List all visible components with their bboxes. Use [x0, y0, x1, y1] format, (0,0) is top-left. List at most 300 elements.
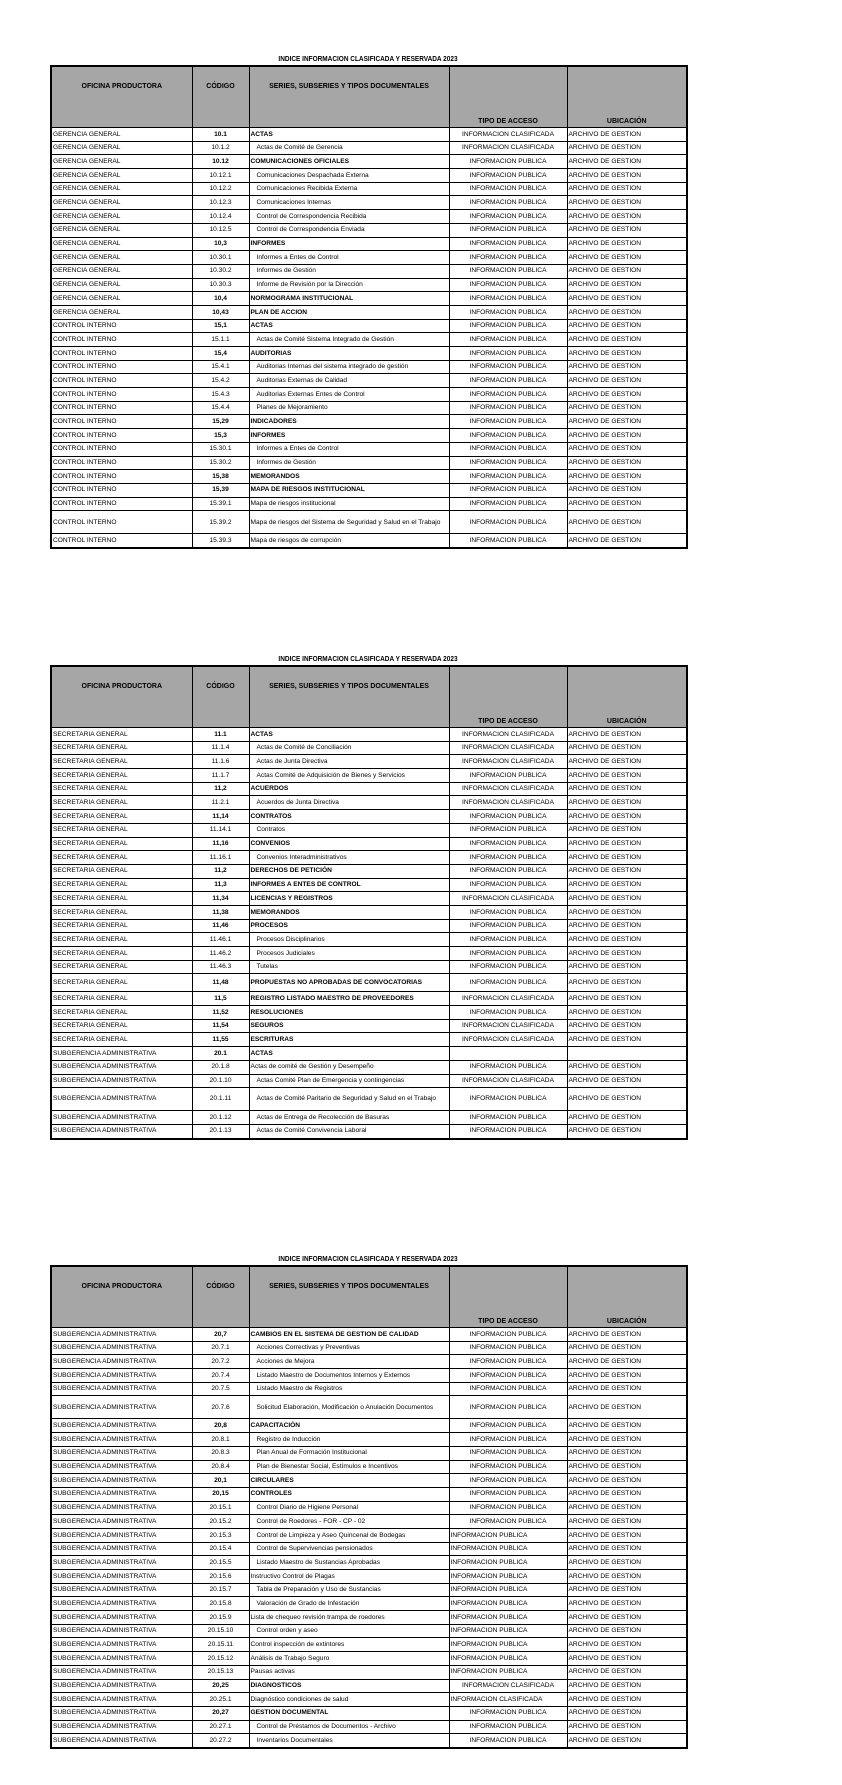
office-cell: GERENCIA GENERAL: [51, 264, 192, 278]
access-cell: INFORMACION PUBLICA: [449, 251, 567, 265]
header-office: OFICINA PRODUCTORA: [51, 66, 192, 128]
table-row: [51, 1734, 687, 1748]
header-code: CÓDIGO: [192, 666, 249, 728]
code-cell: 11.1.4: [192, 741, 249, 755]
table-row: [51, 1328, 687, 1342]
code-cell: 10.12.1: [192, 169, 249, 183]
series-cell: Plan Anual de Formación Institucional: [249, 1446, 449, 1460]
office-cell: SUBGERENCIA ADMINISTRATIVA: [51, 1060, 192, 1074]
table-row: [51, 196, 687, 210]
access-cell: INFORMACION PUBLICA: [449, 1611, 567, 1625]
code-cell: 15.39.3: [192, 534, 249, 548]
code-cell: 20.7.6: [192, 1396, 249, 1419]
code-cell: 20.15.11: [192, 1638, 249, 1652]
location-cell: ARCHIVO DE GESTION: [567, 1665, 687, 1679]
location-cell: [567, 1047, 687, 1061]
series-cell: REGISTRO LISTADO MAESTRO DE PROVEEDORES: [249, 992, 449, 1006]
access-cell: INFORMACION PUBLICA: [449, 1570, 567, 1584]
series-cell: INFORMES A ENTES DE CONTROL: [249, 878, 449, 892]
series-cell: DERECHOS DE PETICIÓN: [249, 864, 449, 878]
table-row: [51, 782, 687, 796]
location-cell: ARCHIVO DE GESTION: [567, 1074, 687, 1088]
office-cell: GERENCIA GENERAL: [51, 128, 192, 142]
location-cell: ARCHIVO DE GESTION: [567, 919, 687, 933]
location-cell: ARCHIVO DE GESTION: [567, 278, 687, 292]
location-cell: ARCHIVO DE GESTION: [567, 1720, 687, 1734]
access-cell: INFORMACION PUBLICA: [449, 374, 567, 388]
series-cell: ACTAS: [249, 728, 449, 742]
location-cell: ARCHIVO DE GESTION: [567, 251, 687, 265]
series-cell: Listado Maestro de Documentos Internos y Externos: [249, 1369, 449, 1383]
code-cell: 20,15: [192, 1487, 249, 1501]
series-cell: CONTRATOS: [249, 810, 449, 824]
header-series: SERIES, SUBSERIES Y TIPOS DOCUMENTALES: [249, 66, 449, 128]
header-office: OFICINA PRODUCTORA: [51, 666, 192, 728]
table-row: [51, 960, 687, 974]
series-cell: Actas de Comité de Gerencia: [249, 141, 449, 155]
code-cell: 20.27.2: [192, 1734, 249, 1748]
access-cell: [449, 1047, 567, 1061]
office-cell: SECRETARIA GENERAL: [51, 892, 192, 906]
access-cell: INFORMACION PUBLICA: [449, 1706, 567, 1720]
series-cell: COMUNICACIONES OFICIALES: [249, 155, 449, 169]
location-cell: ARCHIVO DE GESTION: [567, 974, 687, 992]
code-cell: 20,7: [192, 1328, 249, 1342]
access-cell: INFORMACION PUBLICA: [449, 1501, 567, 1515]
code-cell: 15,4: [192, 347, 249, 361]
code-cell: 11,5: [192, 992, 249, 1006]
access-cell: INFORMACION CLASIFICADA: [449, 796, 567, 810]
series-cell: ESCRITURAS: [249, 1033, 449, 1047]
access-cell: INFORMACION PUBLICA: [449, 1006, 567, 1020]
office-cell: SECRETARIA GENERAL: [51, 810, 192, 824]
office-cell: SECRETARIA GENERAL: [51, 796, 192, 810]
table-row: [51, 347, 687, 361]
office-cell: CONTROL INTERNO: [51, 456, 192, 470]
series-cell: Comunicaciones Despachada Externa: [249, 169, 449, 183]
series-cell: Inventarios Documentales: [249, 1734, 449, 1748]
series-cell: Procesos Judiciales: [249, 947, 449, 961]
location-cell: ARCHIVO DE GESTION: [567, 1474, 687, 1488]
location-cell: ARCHIVO DE GESTION: [567, 1460, 687, 1474]
location-cell: ARCHIVO DE GESTION: [567, 483, 687, 497]
access-cell: INFORMACION PUBLICA: [449, 1382, 567, 1396]
location-cell: ARCHIVO DE GESTION: [567, 741, 687, 755]
office-cell: CONTROL INTERNO: [51, 347, 192, 361]
location-cell: ARCHIVO DE GESTION: [567, 333, 687, 347]
office-cell: CONTROL INTERNO: [51, 442, 192, 456]
access-cell: INFORMACION PUBLICA: [449, 1111, 567, 1125]
series-cell: Contratos: [249, 823, 449, 837]
code-cell: 15.30.1: [192, 442, 249, 456]
code-cell: 20.15.6: [192, 1570, 249, 1584]
code-cell: 20.1: [192, 1047, 249, 1061]
table-row: [51, 823, 687, 837]
code-cell: 20.1.11: [192, 1088, 249, 1111]
office-cell: GERENCIA GENERAL: [51, 237, 192, 251]
office-cell: SECRETARIA GENERAL: [51, 864, 192, 878]
series-cell: Actas Comité Plan de Emergencia y contingencias: [249, 1074, 449, 1088]
office-cell: SUBGERENCIA ADMINISTRATIVA: [51, 1515, 192, 1529]
location-cell: ARCHIVO DE GESTION: [567, 728, 687, 742]
series-cell: PROCESOS: [249, 919, 449, 933]
series-cell: Comunicaciones Internas: [249, 196, 449, 210]
code-cell: 11,55: [192, 1033, 249, 1047]
office-cell: SUBGERENCIA ADMINISTRATIVA: [51, 1433, 192, 1447]
location-cell: ARCHIVO DE GESTION: [567, 864, 687, 878]
access-cell: INFORMACION CLASIFICADA: [449, 741, 567, 755]
access-cell: INFORMACION PUBLICA: [449, 470, 567, 484]
access-cell: INFORMACION CLASIFICADA: [449, 782, 567, 796]
code-cell: 15,29: [192, 415, 249, 429]
code-cell: 11,16: [192, 837, 249, 851]
table-row: [51, 264, 687, 278]
table-row: [51, 333, 687, 347]
series-cell: Mapa de riesgos del Sistema de Seguridad y Salud en el Trabajo: [249, 511, 449, 534]
code-cell: 10.12: [192, 155, 249, 169]
code-cell: 15.30.2: [192, 456, 249, 470]
office-cell: SUBGERENCIA ADMINISTRATIVA: [51, 1355, 192, 1369]
location-cell: ARCHIVO DE GESTION: [567, 1355, 687, 1369]
code-cell: 10.30.3: [192, 278, 249, 292]
location-cell: ARCHIVO DE GESTION: [567, 1501, 687, 1515]
access-cell: INFORMACION CLASIFICADA: [449, 1679, 567, 1693]
table-row: [51, 305, 687, 319]
code-cell: 15.4.2: [192, 374, 249, 388]
table-row: [51, 769, 687, 783]
table-row: [51, 1033, 687, 1047]
location-cell: ARCHIVO DE GESTION: [567, 1611, 687, 1625]
location-cell: ARCHIVO DE GESTION: [567, 1638, 687, 1652]
series-cell: Control de Roedores - FOR - CP - 02: [249, 1515, 449, 1529]
access-cell: INFORMACION PUBLICA: [449, 333, 567, 347]
location-cell: ARCHIVO DE GESTION: [567, 442, 687, 456]
code-cell: 11.46.2: [192, 947, 249, 961]
code-cell: 15.39.1: [192, 497, 249, 511]
access-cell: INFORMACION PUBLICA: [449, 1060, 567, 1074]
location-cell: ARCHIVO DE GESTION: [567, 374, 687, 388]
code-cell: 11,48: [192, 974, 249, 992]
location-cell: ARCHIVO DE GESTION: [567, 305, 687, 319]
office-cell: SUBGERENCIA ADMINISTRATIVA: [51, 1124, 192, 1138]
table-row: [51, 1060, 687, 1074]
office-cell: SUBGERENCIA ADMINISTRATIVA: [51, 1665, 192, 1679]
table-header-row: [51, 1266, 687, 1328]
location-cell: ARCHIVO DE GESTION: [567, 1019, 687, 1033]
table-row: [51, 319, 687, 333]
office-cell: SUBGERENCIA ADMINISTRATIVA: [51, 1706, 192, 1720]
table-row: [51, 292, 687, 306]
office-cell: SUBGERENCIA ADMINISTRATIVA: [51, 1446, 192, 1460]
access-cell: INFORMACION PUBLICA: [449, 1515, 567, 1529]
office-cell: SUBGERENCIA ADMINISTRATIVA: [51, 1396, 192, 1419]
location-cell: ARCHIVO DE GESTION: [567, 1328, 687, 1342]
office-cell: CONTROL INTERNO: [51, 360, 192, 374]
table-row: [51, 1624, 687, 1638]
table-row: [51, 1396, 687, 1419]
table-row: [51, 1019, 687, 1033]
office-cell: SECRETARIA GENERAL: [51, 1006, 192, 1020]
access-cell: INFORMACION CLASIFICADA: [449, 892, 567, 906]
location-cell: ARCHIVO DE GESTION: [567, 534, 687, 548]
office-cell: SECRETARIA GENERAL: [51, 1019, 192, 1033]
index-section-3: [50, 1252, 686, 1749]
office-cell: SECRETARIA GENERAL: [51, 878, 192, 892]
series-cell: Pausas activas: [249, 1665, 449, 1679]
office-cell: CONTROL INTERNO: [51, 511, 192, 534]
access-cell: INFORMACION PUBLICA: [449, 1734, 567, 1748]
code-cell: 11,34: [192, 892, 249, 906]
code-cell: 11.46.1: [192, 933, 249, 947]
table-row: [51, 1693, 687, 1707]
series-cell: AUDITORIAS: [249, 347, 449, 361]
header-office: OFICINA PRODUCTORA: [51, 1266, 192, 1328]
code-cell: 11,14: [192, 810, 249, 824]
access-cell: INFORMACION PUBLICA: [449, 1355, 567, 1369]
location-cell: ARCHIVO DE GESTION: [567, 1570, 687, 1584]
series-cell: Auditorias Internas del sistema integrado de gestión: [249, 360, 449, 374]
code-cell: 20.8.3: [192, 1446, 249, 1460]
code-cell: 10.12.5: [192, 223, 249, 237]
office-cell: SUBGERENCIA ADMINISTRATIVA: [51, 1341, 192, 1355]
location-cell: ARCHIVO DE GESTION: [567, 1060, 687, 1074]
series-cell: Actas de Comité Paritario de Seguridad y Salud en el Trabajo: [249, 1088, 449, 1111]
location-cell: ARCHIVO DE GESTION: [567, 1369, 687, 1383]
office-cell: SUBGERENCIA ADMINISTRATIVA: [51, 1556, 192, 1570]
code-cell: 10.1: [192, 128, 249, 142]
office-cell: SUBGERENCIA ADMINISTRATIVA: [51, 1570, 192, 1584]
access-cell: INFORMACION PUBLICA: [449, 1396, 567, 1419]
code-cell: 20.15.2: [192, 1515, 249, 1529]
access-cell: INFORMACION PUBLICA: [449, 415, 567, 429]
code-cell: 20.15.8: [192, 1597, 249, 1611]
series-cell: SEGUROS: [249, 1019, 449, 1033]
location-cell: ARCHIVO DE GESTION: [567, 851, 687, 865]
access-cell: INFORMACION PUBLICA: [449, 497, 567, 511]
access-cell: INFORMACION PUBLICA: [449, 1088, 567, 1111]
office-cell: CONTROL INTERNO: [51, 497, 192, 511]
access-cell: INFORMACION PUBLICA: [449, 511, 567, 534]
access-cell: INFORMACION CLASIFICADA: [449, 1019, 567, 1033]
access-cell: INFORMACION CLASIFICADA: [449, 141, 567, 155]
series-cell: Control inspección de extintores: [249, 1638, 449, 1652]
office-cell: CONTROL INTERNO: [51, 374, 192, 388]
table-row: [51, 810, 687, 824]
location-cell: ARCHIVO DE GESTION: [567, 196, 687, 210]
code-cell: 10.12.4: [192, 210, 249, 224]
access-cell: INFORMACION PUBLICA: [449, 947, 567, 961]
access-cell: INFORMACION PUBLICA: [449, 864, 567, 878]
series-cell: Plan de Bienestar Social, Estímulos e Incentivos: [249, 1460, 449, 1474]
series-cell: Diagnóstico condiciones de salud: [249, 1693, 449, 1707]
code-cell: 20.8.1: [192, 1433, 249, 1447]
series-cell: Informes a Entes de Control: [249, 442, 449, 456]
series-cell: Tabla de Preparación y Uso de Sustancias: [249, 1583, 449, 1597]
table-row: [51, 796, 687, 810]
office-cell: SUBGERENCIA ADMINISTRATIVA: [51, 1693, 192, 1707]
series-cell: Instructivo Control de Plagas: [249, 1570, 449, 1584]
series-cell: Listado Maestro de Sustancias Aprobadas: [249, 1556, 449, 1570]
code-cell: 20.1.13: [192, 1124, 249, 1138]
access-cell: INFORMACION PUBLICA: [449, 483, 567, 497]
table-row: [51, 141, 687, 155]
office-cell: SECRETARIA GENERAL: [51, 851, 192, 865]
series-cell: ACUERDOS: [249, 782, 449, 796]
location-cell: ARCHIVO DE GESTION: [567, 360, 687, 374]
table-row: [51, 210, 687, 224]
code-cell: 20.15.5: [192, 1556, 249, 1570]
location-cell: ARCHIVO DE GESTION: [567, 429, 687, 443]
access-cell: INFORMACION PUBLICA: [449, 182, 567, 196]
table-row: [51, 1419, 687, 1433]
location-cell: ARCHIVO DE GESTION: [567, 769, 687, 783]
table-row: [51, 933, 687, 947]
series-cell: Control Diario de Higiene Personal: [249, 1501, 449, 1515]
location-cell: ARCHIVO DE GESTION: [567, 823, 687, 837]
access-cell: INFORMACION PUBLICA: [449, 1542, 567, 1556]
location-cell: ARCHIVO DE GESTION: [567, 210, 687, 224]
code-cell: 10.12.3: [192, 196, 249, 210]
table-row: [51, 456, 687, 470]
table-row: [51, 1556, 687, 1570]
office-cell: SUBGERENCIA ADMINISTRATIVA: [51, 1047, 192, 1061]
location-cell: ARCHIVO DE GESTION: [567, 810, 687, 824]
code-cell: 11.2.1: [192, 796, 249, 810]
office-cell: SUBGERENCIA ADMINISTRATIVA: [51, 1074, 192, 1088]
table-row: [51, 470, 687, 484]
code-cell: 11,2: [192, 864, 249, 878]
table-row: [51, 1597, 687, 1611]
table-row: [51, 374, 687, 388]
table-row: [51, 1006, 687, 1020]
series-cell: MAPA DE RIESGOS INSTITUCIONAL: [249, 483, 449, 497]
access-cell: INFORMACION PUBLICA: [449, 1583, 567, 1597]
series-cell: ACTAS: [249, 128, 449, 142]
series-cell: NORMOGRAMA INSTITUCIONAL: [249, 292, 449, 306]
code-cell: 20.15.1: [192, 1501, 249, 1515]
index-table: [50, 1265, 688, 1749]
series-cell: INFORMES: [249, 237, 449, 251]
series-cell: Valoración de Grado de Infestación: [249, 1597, 449, 1611]
office-cell: SECRETARIA GENERAL: [51, 905, 192, 919]
code-cell: 15.1.1: [192, 333, 249, 347]
office-cell: SUBGERENCIA ADMINISTRATIVA: [51, 1474, 192, 1488]
access-cell: INFORMACION PUBLICA: [449, 960, 567, 974]
access-cell: INFORMACION PUBLICA: [449, 878, 567, 892]
location-cell: ARCHIVO DE GESTION: [567, 1583, 687, 1597]
table-header-row: [51, 666, 687, 728]
office-cell: SUBGERENCIA ADMINISTRATIVA: [51, 1611, 192, 1625]
access-cell: INFORMACION PUBLICA: [449, 1433, 567, 1447]
table-row: [51, 1542, 687, 1556]
table-row: [51, 1528, 687, 1542]
series-cell: Acuerdos de Junta Directiva: [249, 796, 449, 810]
series-cell: CONVENIOS: [249, 837, 449, 851]
table-row: [51, 919, 687, 933]
code-cell: 20.1.12: [192, 1111, 249, 1125]
access-cell: INFORMACION CLASIFICADA: [449, 1693, 567, 1707]
table-row: [51, 1515, 687, 1529]
code-cell: 11,54: [192, 1019, 249, 1033]
table-row: [51, 1720, 687, 1734]
code-cell: 11.46.3: [192, 960, 249, 974]
office-cell: SECRETARIA GENERAL: [51, 837, 192, 851]
location-cell: ARCHIVO DE GESTION: [567, 905, 687, 919]
header-series: SERIES, SUBSERIES Y TIPOS DOCUMENTALES: [249, 666, 449, 728]
table-row: [51, 864, 687, 878]
series-cell: Control de Correspondencia Enviada: [249, 223, 449, 237]
table-row: [51, 1369, 687, 1383]
location-cell: ARCHIVO DE GESTION: [567, 1396, 687, 1419]
location-cell: ARCHIVO DE GESTION: [567, 388, 687, 402]
code-cell: 20.7.4: [192, 1369, 249, 1383]
index-table: [50, 665, 688, 1140]
code-cell: 20,8: [192, 1419, 249, 1433]
header-code: CÓDIGO: [192, 66, 249, 128]
location-cell: ARCHIVO DE GESTION: [567, 182, 687, 196]
office-cell: GERENCIA GENERAL: [51, 292, 192, 306]
code-cell: 11,3: [192, 878, 249, 892]
office-cell: SECRETARIA GENERAL: [51, 823, 192, 837]
document-title: INDICE INFORMACION CLASIFICADA Y RESERVADA 2023: [278, 54, 458, 63]
series-cell: Análisis de Trabajo Seguro: [249, 1652, 449, 1666]
table-row: [51, 1355, 687, 1369]
header-access: TIPO DE ACCESO: [449, 666, 567, 728]
access-cell: INFORMACION PUBLICA: [449, 442, 567, 456]
table-row: [51, 511, 687, 534]
table-row: [51, 1706, 687, 1720]
access-cell: INFORMACION PUBLICA: [449, 1474, 567, 1488]
code-cell: 15,3: [192, 429, 249, 443]
location-cell: ARCHIVO DE GESTION: [567, 1515, 687, 1529]
table-row: [51, 1446, 687, 1460]
office-cell: CONTROL INTERNO: [51, 415, 192, 429]
location-cell: ARCHIVO DE GESTION: [567, 292, 687, 306]
table-row: [51, 837, 687, 851]
code-cell: 20.15.12: [192, 1652, 249, 1666]
office-cell: SUBGERENCIA ADMINISTRATIVA: [51, 1528, 192, 1542]
series-cell: Solicitud Elaboración, Modificación o Anulación Documentos: [249, 1396, 449, 1419]
code-cell: 20,27: [192, 1706, 249, 1720]
office-cell: GERENCIA GENERAL: [51, 196, 192, 210]
table-row: [51, 1088, 687, 1111]
location-cell: ARCHIVO DE GESTION: [567, 223, 687, 237]
code-cell: 20.7.2: [192, 1355, 249, 1369]
office-cell: CONTROL INTERNO: [51, 483, 192, 497]
access-cell: INFORMACION PUBLICA: [449, 169, 567, 183]
series-cell: RESOLUCIONES: [249, 1006, 449, 1020]
table-row: [51, 251, 687, 265]
office-cell: SUBGERENCIA ADMINISTRATIVA: [51, 1111, 192, 1125]
location-cell: ARCHIVO DE GESTION: [567, 933, 687, 947]
location-cell: ARCHIVO DE GESTION: [567, 796, 687, 810]
office-cell: GERENCIA GENERAL: [51, 251, 192, 265]
office-cell: SUBGERENCIA ADMINISTRATIVA: [51, 1328, 192, 1342]
office-cell: GERENCIA GENERAL: [51, 223, 192, 237]
series-cell: Convenios Interadministrativos: [249, 851, 449, 865]
location-cell: ARCHIVO DE GESTION: [567, 1382, 687, 1396]
code-cell: 20.7.1: [192, 1341, 249, 1355]
location-cell: ARCHIVO DE GESTION: [567, 456, 687, 470]
table-row: [51, 755, 687, 769]
location-cell: ARCHIVO DE GESTION: [567, 511, 687, 534]
office-cell: SUBGERENCIA ADMINISTRATIVA: [51, 1638, 192, 1652]
code-cell: 11,52: [192, 1006, 249, 1020]
access-cell: INFORMACION PUBLICA: [449, 919, 567, 933]
location-cell: ARCHIVO DE GESTION: [567, 1624, 687, 1638]
table-header-row: [51, 66, 687, 128]
office-cell: SECRETARIA GENERAL: [51, 782, 192, 796]
